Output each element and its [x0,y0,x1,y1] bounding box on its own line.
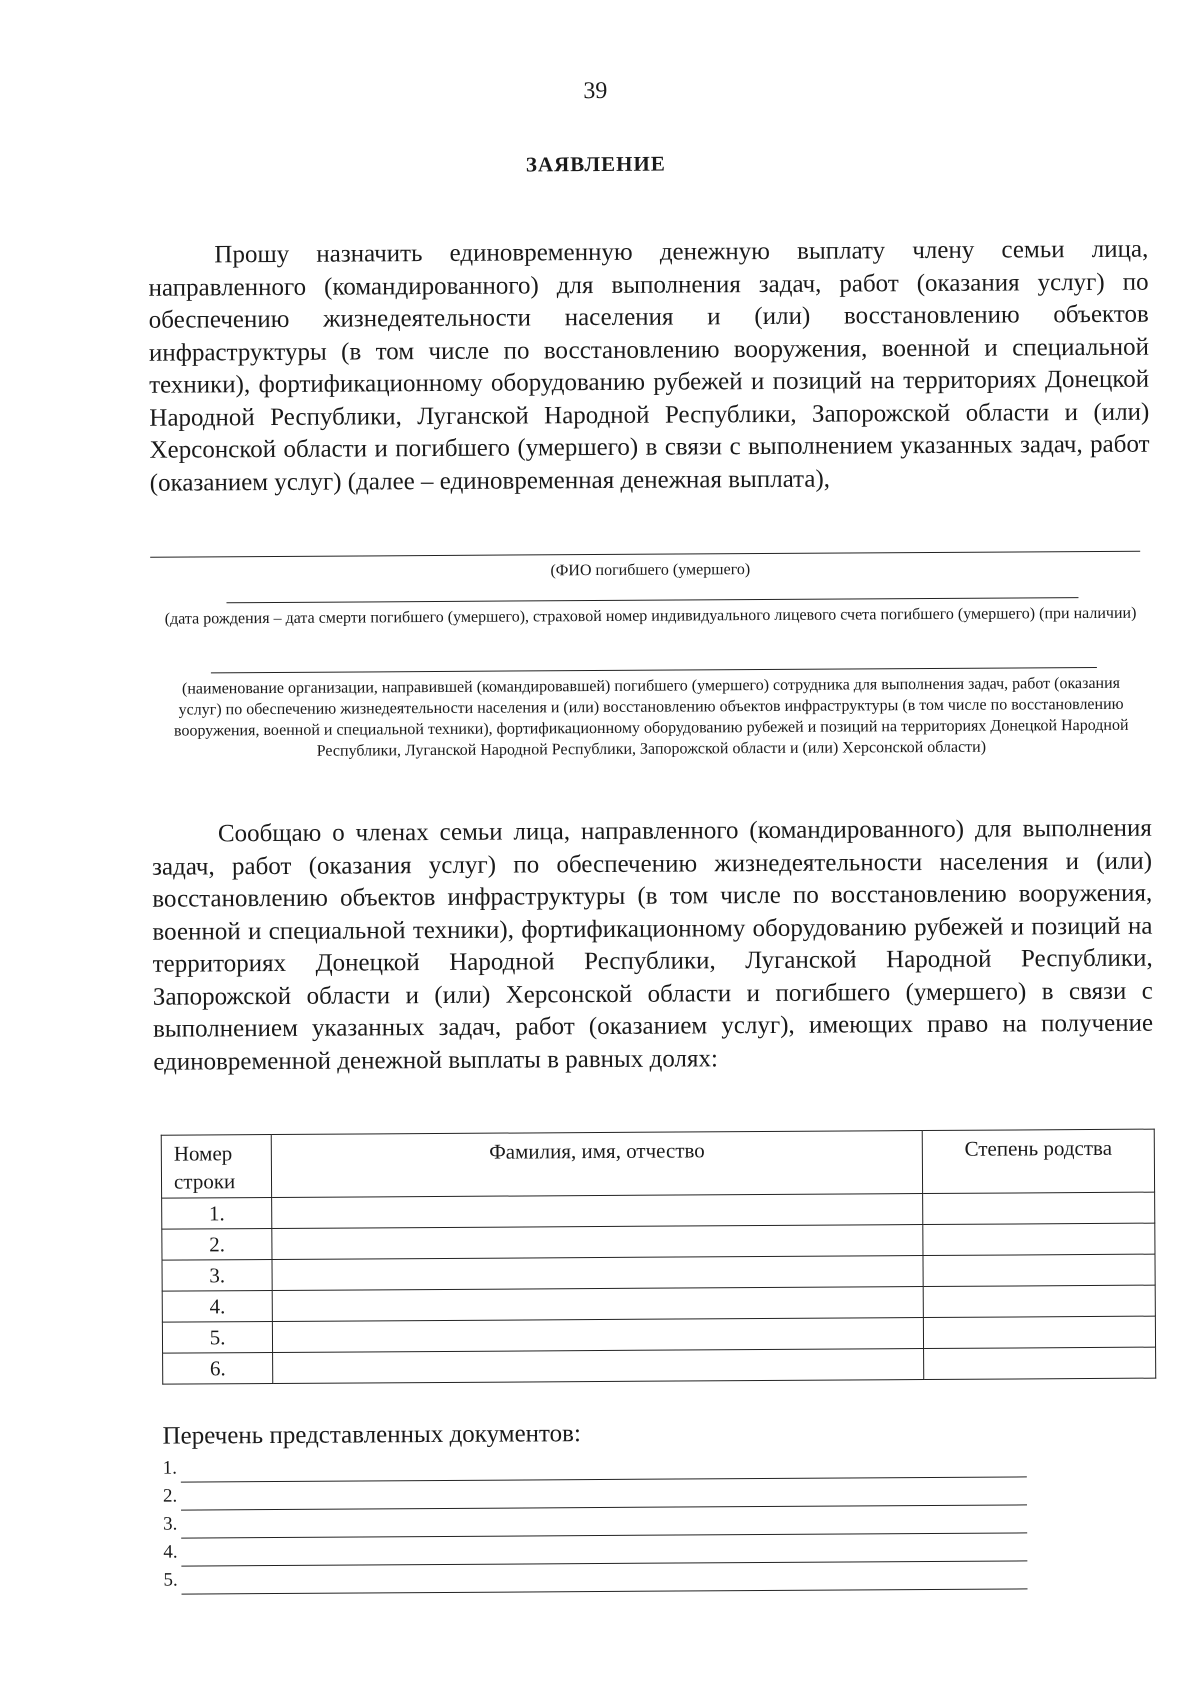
document-number: 1. [163,1455,181,1483]
organization-field[interactable] [211,667,1097,673]
header-full-name: Фамилия, имя, отчество [272,1131,923,1198]
document-title: ЗАЯВЛЕНИЕ [0,148,1196,180]
list-item [163,1477,1027,1510]
header-relation: Степень родства [922,1129,1154,1193]
request-text: Прошу назначить единовременную денежную выплату члену семьи лица, направленного (командированного) для выполнения задач, работ (оказания услуг) по обеспечению жизнедеятельности населения и (или) восстановлению объектов инфраструктуры (в том числе по восстановлению вооружения, военной и специальной техники), фортификационному оборудованию рубежей и позиций на территориях Донецкой Народной Республики, Луганской Народной Республики, Запорожской области и (или) Херсонской области и погибшего (умершего) в связи с выполнением указанных задач, работ (оказанием услуг) (далее – единовременная денежная выплата), [148,236,1149,497]
relation-cell[interactable] [923,1254,1155,1286]
relation-cell[interactable] [923,1192,1155,1224]
table-header-row [161,1129,1154,1198]
request-paragraph [148,234,1150,500]
list-item [163,1505,1027,1538]
relation-cell[interactable] [923,1285,1155,1317]
name-cell[interactable] [272,1194,923,1229]
name-cell[interactable] [273,1318,924,1353]
name-cell[interactable] [272,1256,923,1291]
row-number-cell: 1. [162,1198,273,1230]
family-text: Сообщаю о членах семьи лица, направленного (командированного) для выполнения задач, работ (оказания услуг) по обеспечению жизнедеятельности населения и (или) восстановлению объектов инфраструктуры (в том числе по восстановлению вооружения, военной и специальной техники), фортификационному оборудованию рубежей и позиций на территориях Донецкой Народной Республики, Луганской Народной Республики, Запорожской области и (или) Херсонской области и погибшего (умершего) в связи с выполнением указанных задач, работ (оказанием услуг), имеющих право на получение единовременной денежной выплаты в равных долях: [152,815,1153,1076]
family-paragraph [152,813,1154,1079]
row-number-cell: 6. [163,1353,274,1385]
list-item [163,1533,1027,1566]
dates-field[interactable] [226,597,1078,603]
page-number: 39 [0,74,1195,108]
document-number: 3. [163,1511,181,1539]
relation-cell[interactable] [923,1223,1155,1255]
documents-list [163,1449,1028,1594]
name-cell[interactable] [272,1225,923,1260]
row-number-cell: 3. [162,1260,273,1292]
family-members-table [161,1129,1157,1385]
organization-caption: (наименование организации, направившей (командировавшей) погибшего (умершего) сотрудника для выполнения задач, работ (оказания услуг) по обеспечению жизнедеятельности населения и (или) восстановлению объектов инфраструктуры (в том числе по восстановлению вооружения, военной и специальной техники), фортификационному оборудованию рубежей и позиций на территориях Донецкой Народной Республики, Луганской Народной Республики, Запорожской области и (или) Херсонской области) [161,673,1141,763]
documents-heading: Перечень представленных документов: [162,1420,580,1451]
list-item [163,1561,1027,1594]
document-number: 2. [163,1483,181,1511]
table-row [163,1347,1156,1384]
row-number-cell: 4. [162,1291,273,1323]
document-number: 4. [163,1539,181,1567]
list-item [163,1449,1027,1482]
row-number-cell: 5. [162,1322,273,1354]
relation-cell[interactable] [923,1316,1155,1348]
deceased-name-caption: (ФИО погибшего (умершего) [150,557,1150,584]
document-field[interactable] [181,1568,1027,1594]
document-number: 5. [163,1567,181,1595]
name-cell[interactable] [273,1287,924,1322]
dates-caption: (дата рождения – дата смерти погибшего (умершего), страховой номер индивидуального лицевого счета погибшего (умершего) (при наличии) [151,603,1151,630]
name-cell[interactable] [273,1349,924,1384]
relation-cell[interactable] [923,1347,1155,1379]
header-row-number: Номер строки [161,1135,272,1199]
row-number-cell: 2. [162,1229,273,1261]
